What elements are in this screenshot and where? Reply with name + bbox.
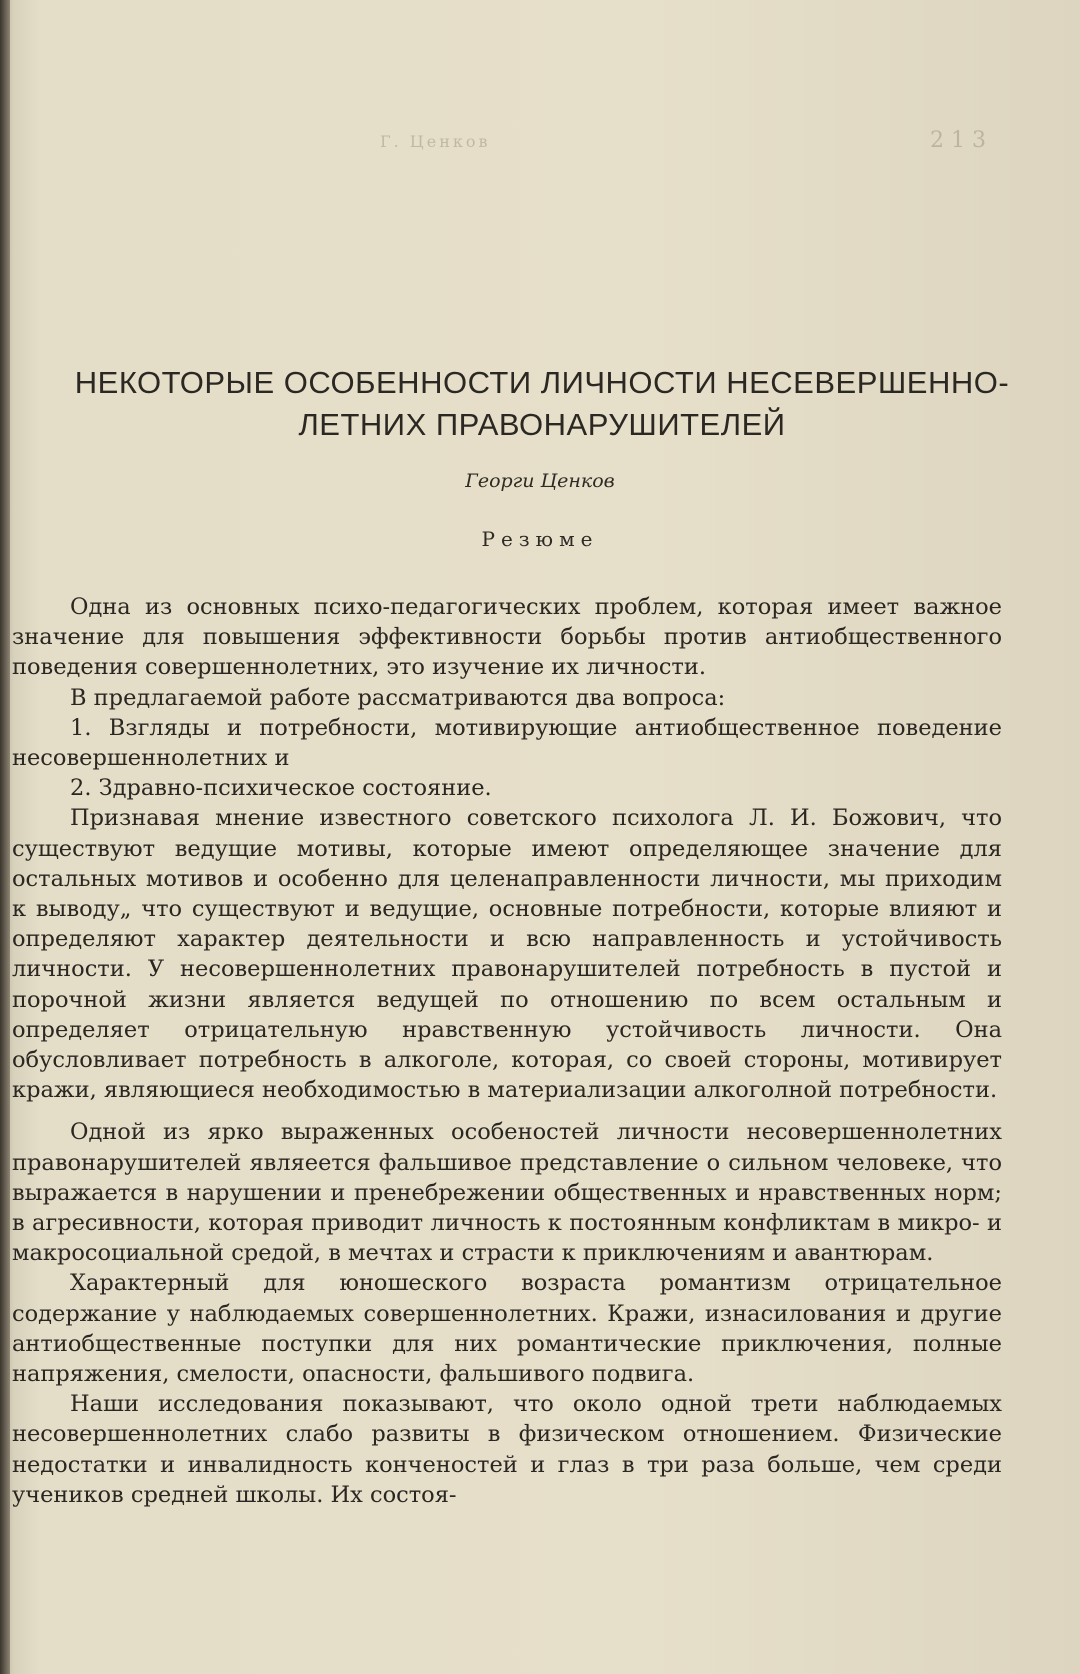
paragraph-3: 1. Взгляды и потребности, мотивирующие антиобщественное поведение несовершеннолетних и [12,714,1002,772]
summary-heading: Резюме [481,527,599,551]
book-spine-shadow [0,0,10,1674]
article-body [12,592,1002,1510]
paragraph-7: Характерный для юношеского возраста романтизм отрицательное содержание у наблюдаемых совершеннолетних. Кражи, изнасилования и другие антиобщественные поступки для них романтические приключения, полные напряжения, смелости, опасности, фальшивого подвига. [12,1270,1002,1388]
bleed-through-page-number: 2 1 3 [930,128,986,153]
article-title [22,362,1062,446]
author-name: Георги Ценков [465,470,615,492]
paragraph-5: Признавая мнение известного советского психолога Л. И. Божович, что существуют ведущие мотивы, которые имеют определяющее значение для остальных мотивов и особенно для целенаправленности личности, мы приходим к выводу„ что существуют и ведущие, основные потребности, которые влияют и определяют характер деятельности и всю направленность и устойчивость личности. У несовершеннолетних правонарушителей потребность в пустой и порочной жизни является ведущей по отношению по всем остальным и определяет отрицательную нравственную устойчивость личности. Она обусловливает потребность в алкоголе, которая, со своей стороны, мотивирует кражи, являющиеся необходимостью в материализации алкоголной потребности. [12,805,1002,1104]
paragraph-4: 2. Здравно-психическое состояние. [70,775,492,802]
paragraph-8: Наши исследования показывают, что около одной трети наблюдаемых несовершеннолетних слабо развиты в физическом отношением. Физические недостатки и инвалидность конченостей и глаз в три раза больше, чем среди учеников средней школы. Их состоя- [12,1391,1002,1508]
title-line-2: ЛЕТНИХ ПРАВОНАРУШИТЕЛЕЙ [298,407,786,442]
paragraph-2: В предлагаемой работе рассматриваются два вопроса: [70,684,726,711]
bleed-through-header: Г. Ценков [380,132,491,151]
paragraph-6: Одной из ярко выраженных особеностей личности несовершеннолетних правонарушителей являеется фальшивое представление о сильном человеке, что выражается в нарушении и пренебрежении общественных и нравственных норм; в агресивности, которая приводит личность к постоянным конфликтам в микро- и макросоциальной средой, в мечтах и страсти к приключениям и авантюрам. [12,1119,1002,1267]
paragraph-1: Одна из основных психо-педагогических проблем, которая имеет важное значение для повышения эффективности борьбы против антиобщественного поведения совершеннолетних, это изучение их личности. [12,594,1002,681]
title-line-1: НЕКОТОРЫЕ ОСОБЕННОСТИ ЛИЧНОСТИ НЕСЕВЕРШЕННО- [74,365,1010,400]
